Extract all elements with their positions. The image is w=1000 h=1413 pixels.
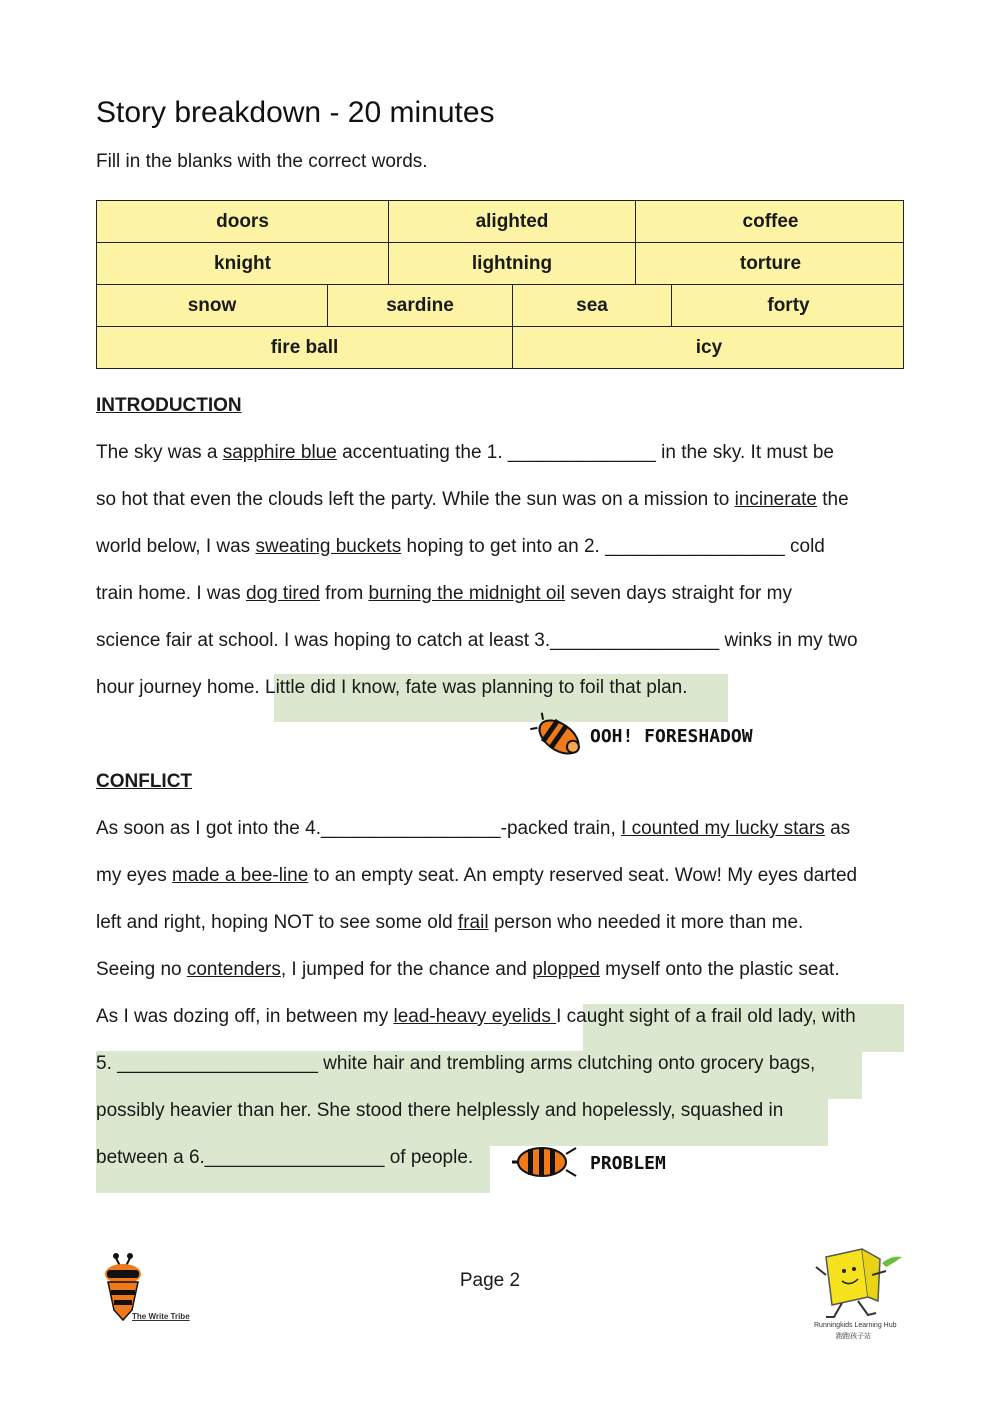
runningkids-logo-text-cn: 跑跑孩子站 — [836, 1333, 871, 1340]
runningkids-logo-icon — [812, 1245, 904, 1321]
vocab-phrase: burning the midnight oil — [368, 583, 565, 604]
problem-sentence: I caught sight of a frail old lady, with — [556, 1006, 856, 1027]
introduction-heading: INTRODUCTION — [96, 395, 242, 416]
word-bank-cell: coffee — [742, 210, 799, 232]
word-bank-cell: doors — [97, 201, 389, 242]
vocab-phrase: made a bee-line — [172, 865, 309, 886]
story-line — [96, 1005, 856, 1029]
story-text: As I was dozing off, in between my — [96, 1006, 394, 1027]
word-bank-row — [97, 285, 903, 327]
vocab-phrase: sapphire blue — [222, 442, 337, 463]
vocab-phrase: sweating buckets — [255, 536, 402, 557]
vocab-phrase: lead-heavy eyelids — [393, 1006, 557, 1027]
word-bank-cell: lightning — [389, 243, 636, 284]
story-line — [96, 958, 840, 982]
story-line — [96, 676, 688, 700]
story-line — [96, 1099, 783, 1123]
story-text: from — [319, 583, 369, 604]
word-bank-cell: alighted — [389, 201, 636, 242]
word-bank-cell: torture — [739, 252, 802, 274]
word-bank-cell: icy — [695, 337, 723, 358]
story-text: As soon as I got into the 4._________________-packed train, — [96, 818, 622, 839]
word-bank-cell: sardine — [328, 285, 513, 326]
story-text: person who needed it more than me. — [488, 912, 804, 933]
story-line — [96, 582, 792, 606]
write-tribe-logo-text: The Write Tribe — [132, 1312, 190, 1321]
vocab-phrase: incinerate — [734, 489, 817, 510]
problem-sentence: between a 6._________________ of people. — [96, 1147, 474, 1168]
word-bank-cell: sea — [513, 285, 672, 326]
story-text: left and right, hoping NOT to see some old — [96, 912, 458, 933]
story-text: hour journey home. — [96, 677, 265, 698]
story-line — [96, 535, 825, 559]
bee-icon — [510, 1140, 580, 1184]
vocab-phrase: frail — [457, 912, 489, 933]
story-line — [96, 629, 858, 653]
page-number: Page 2 — [459, 1270, 521, 1291]
story-text: myself onto the plastic seat. — [599, 959, 840, 980]
story-text: accentuating the 1. ______________ in the sky. It must be — [336, 442, 834, 463]
conflict-heading: CONFLICT — [96, 771, 193, 792]
story-text: my eyes — [96, 865, 173, 886]
story-text: seven days straight for my — [564, 583, 792, 604]
story-text: to an empty seat. An empty reserved seat. Wow! My eyes darted — [308, 865, 858, 886]
word-bank-cell: fire ball — [97, 327, 513, 369]
problem-sentence: possibly heavier than her. She stood there helplessly and hopelessly, squashed in — [96, 1100, 784, 1121]
vocab-phrase: dog tired — [245, 583, 320, 604]
foreshadow-sentence: Little did I know, fate was planning to foil that plan. — [265, 677, 688, 698]
word-bank-table — [96, 200, 904, 369]
story-text: Seeing no — [96, 959, 187, 980]
vocab-phrase: contenders — [186, 959, 281, 980]
word-bank-cell: forty — [767, 294, 810, 316]
story-text: train home. I was — [96, 583, 246, 604]
foreshadow-annotation: OOH! FORESHADOW — [590, 726, 753, 747]
story-line — [96, 817, 850, 841]
runningkids-logo-text: Runningkids Learning Hub — [814, 1322, 897, 1329]
problem-annotation: PROBLEM — [590, 1153, 666, 1174]
story-text: , I jumped for the chance and — [280, 959, 533, 980]
story-text: hoping to get into an 2. _________________ cold — [401, 536, 825, 557]
vocab-phrase: I counted my lucky stars — [621, 818, 825, 839]
story-text: so hot that even the clouds left the party. While the sun was on a mission to — [96, 489, 735, 510]
story-line — [96, 911, 803, 935]
problem-sentence: 5. ___________________ white hair and trembling arms clutching onto grocery bags, — [96, 1053, 816, 1074]
page-title: Story breakdown - 20 minutes — [96, 96, 495, 129]
word-bank-row — [97, 327, 903, 369]
story-line — [96, 1146, 473, 1170]
instruction: Fill in the blanks with the correct words. — [96, 151, 428, 172]
word-bank-cell: knight — [97, 243, 389, 284]
story-text: as — [824, 818, 851, 839]
vocab-phrase: plopped — [532, 959, 600, 980]
bee-icon — [530, 712, 588, 762]
story-line — [96, 488, 849, 512]
story-line — [96, 1052, 815, 1076]
story-text: The sky was a — [96, 442, 223, 463]
word-bank-cell: snow — [97, 285, 328, 326]
word-bank-row — [97, 243, 903, 285]
story-line — [96, 864, 857, 888]
word-bank-row — [97, 201, 903, 243]
story-text: the — [817, 489, 849, 510]
story-text: science fair at school. I was hoping to catch at least 3.________________ winks in my two — [96, 630, 858, 651]
story-text: world below, I was — [96, 536, 256, 557]
story-line — [96, 441, 834, 465]
